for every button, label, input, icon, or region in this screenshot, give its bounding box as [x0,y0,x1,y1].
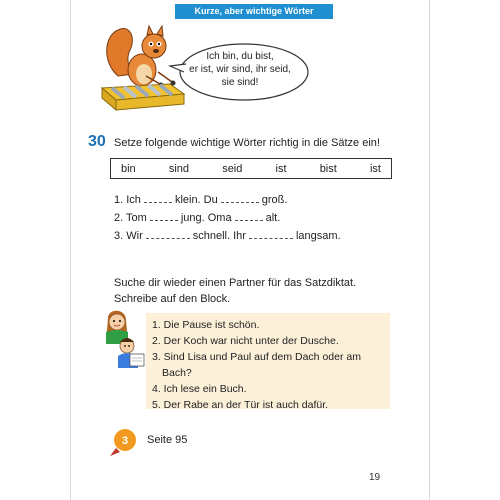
pencil-badge-icon [108,428,138,458]
section-title: Kurze, aber wichtige Wörter [175,4,333,19]
gap-sentences [114,191,341,245]
blank-line[interactable] [150,211,178,221]
badge-number: 3 [121,435,129,447]
blank-line[interactable] [235,211,263,221]
dictation-sentences [146,313,390,409]
blank-line[interactable] [146,229,190,239]
blank-line[interactable] [249,229,293,239]
word-bank-item: seid [222,162,243,175]
exercise-number: 30 [88,133,106,150]
speech-bubble-text: Ich bin, du bist, er ist, wir sind, ihr seid, sie sind! [189,51,291,88]
dictation-item: 5. Der Rabe an der Tür ist auch dafür. [152,399,329,411]
dictation-item: 1. Die Pause ist schön. [152,319,260,331]
word-bank [110,158,392,179]
exercise-instruction: Setze folgende wichtige Wörter richtig in die Sätze ein! [114,137,380,149]
blank-line[interactable] [221,193,259,203]
word-bank-item: sind [168,162,190,175]
page-number: 19 [369,472,381,483]
gap-sentence: 1. Ich klein. Du groß. [114,194,288,206]
word-bank-item: bin [121,162,136,175]
gap-sentence: 2. Tom jung. Oma alt. [114,212,281,224]
word-bank-item: ist [275,162,287,175]
children-illustration [100,308,148,370]
blank-line[interactable] [144,193,172,203]
word-bank-item: bist [319,162,337,175]
dictation-item: 2. Der Koch war nicht unter der Dusche. [152,335,339,347]
partner-instruction: Suche dir wieder einen Partner für das Satzdiktat. Schreibe auf den Block. [114,277,357,305]
dictation-item: 3. Sind Lisa und Paul auf dem Dach oder am [152,351,361,363]
dictation-item: Bach? [162,367,192,379]
page-reference: Seite 95 [147,434,188,446]
word-bank-item: ist [369,162,381,175]
dictation-item: 4. Ich lese ein Buch. [152,383,247,395]
gap-sentence: 3. Wir schnell. Ihr langsam. [114,230,341,242]
